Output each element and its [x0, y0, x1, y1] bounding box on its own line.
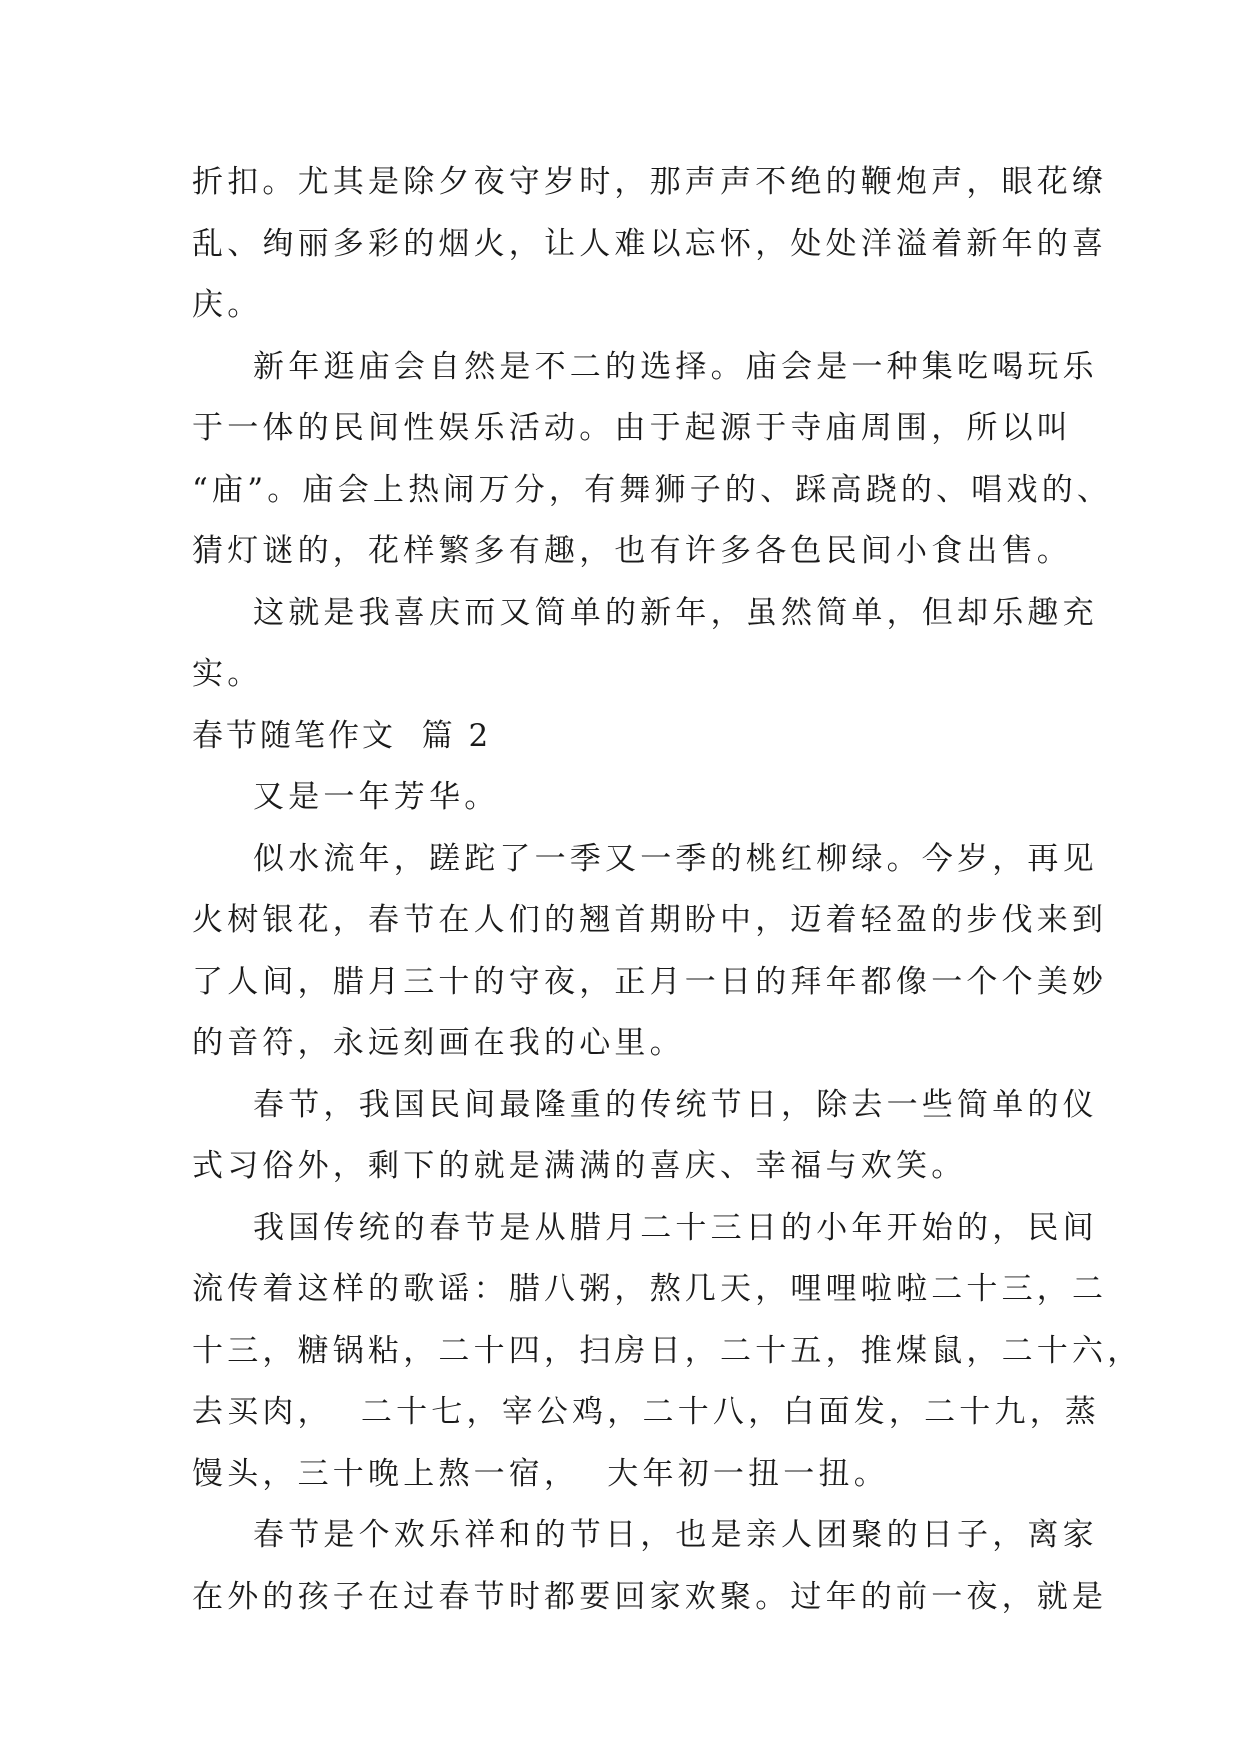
text-line: 馒头，三十晚上熬一宿， 大年初一扭一扭。: [192, 1455, 889, 1492]
text-line: 猜灯谜的，花样繁多有趣，也有许多各色民间小食出售。: [192, 533, 1072, 569]
text-line: “庙”。庙会上热闹万分，有舞狮子的、踩高跷的、唱戏的、: [192, 471, 1113, 508]
text-line: 流传着这样的歌谣：腊八粥，熬几天，哩哩啦啦二十三，二: [192, 1271, 1108, 1307]
text-line: 庆。: [192, 287, 263, 323]
text-line: 折扣。尤其是除夕夜守岁时，那声声不绝的鞭炮声，眼花缭: [192, 164, 1108, 200]
paragraph: [192, 152, 1108, 337]
paragraph: [192, 337, 1113, 583]
paragraph: [192, 1198, 1143, 1506]
paragraph: [192, 829, 1108, 1075]
text-line: 十三，糖锅粘，二十四，扫房日，二十五，推煤鼠，二十六，: [192, 1332, 1143, 1369]
text-line: 这就是我喜庆而又简单的新年，虽然简单，但却乐趣充: [253, 594, 1098, 631]
text-line: 我国传统的春节是从腊月二十三日的小年开始的，民间: [253, 1209, 1098, 1246]
text-line: 春节随笔作文 篇 2: [192, 717, 492, 754]
text-line: 去买肉， 二十七，宰公鸡，二十八，白面发，二十九，蒸: [192, 1394, 1101, 1430]
text-line: 春节是个欢乐祥和的节日，也是亲人团聚的日子，离家: [253, 1517, 1098, 1553]
text-line: 的音符，永远刻画在我的心里。: [192, 1025, 685, 1061]
text-line: 乱、绚丽多彩的烟火，让人难以忘怀，处处洋溢着新年的喜: [192, 225, 1108, 262]
paragraph: [192, 1075, 1098, 1198]
text-line: 实。: [192, 656, 263, 692]
paragraph: [192, 583, 1098, 706]
paragraph: [192, 767, 1062, 829]
text-line: 似水流年，蹉跎了一季又一季的桃红柳绿。今岁，再见: [253, 840, 1098, 877]
text-line: 火树银花，春节在人们的翘首期盼中，迈着轻盈的步伐来到: [192, 902, 1108, 938]
text-line: 式习俗外，剩下的就是满满的喜庆、幸福与欢笑。: [192, 1148, 967, 1184]
text-line: 在外的孩子在过春节时都要回家欢聚。过年的前一夜，就是: [192, 1578, 1108, 1615]
text-line: 了人间，腊月三十的守夜，正月一日的拜年都像一个个美妙: [192, 963, 1108, 1000]
text-line: 春节，我国民间最隆重的传统节日，除去一些简单的仪: [253, 1086, 1098, 1123]
text-line: 又是一年芳华。: [253, 779, 500, 815]
paragraph: [192, 1505, 1108, 1628]
document-body: [192, 152, 1143, 1628]
text-line: 于一体的民间性娱乐活动。由于起源于寺庙周围，所以叫: [192, 410, 1072, 446]
text-line: 新年逛庙会自然是不二的选择。庙会是一种集吃喝玩乐: [253, 348, 1098, 385]
section-heading: [192, 706, 1062, 768]
